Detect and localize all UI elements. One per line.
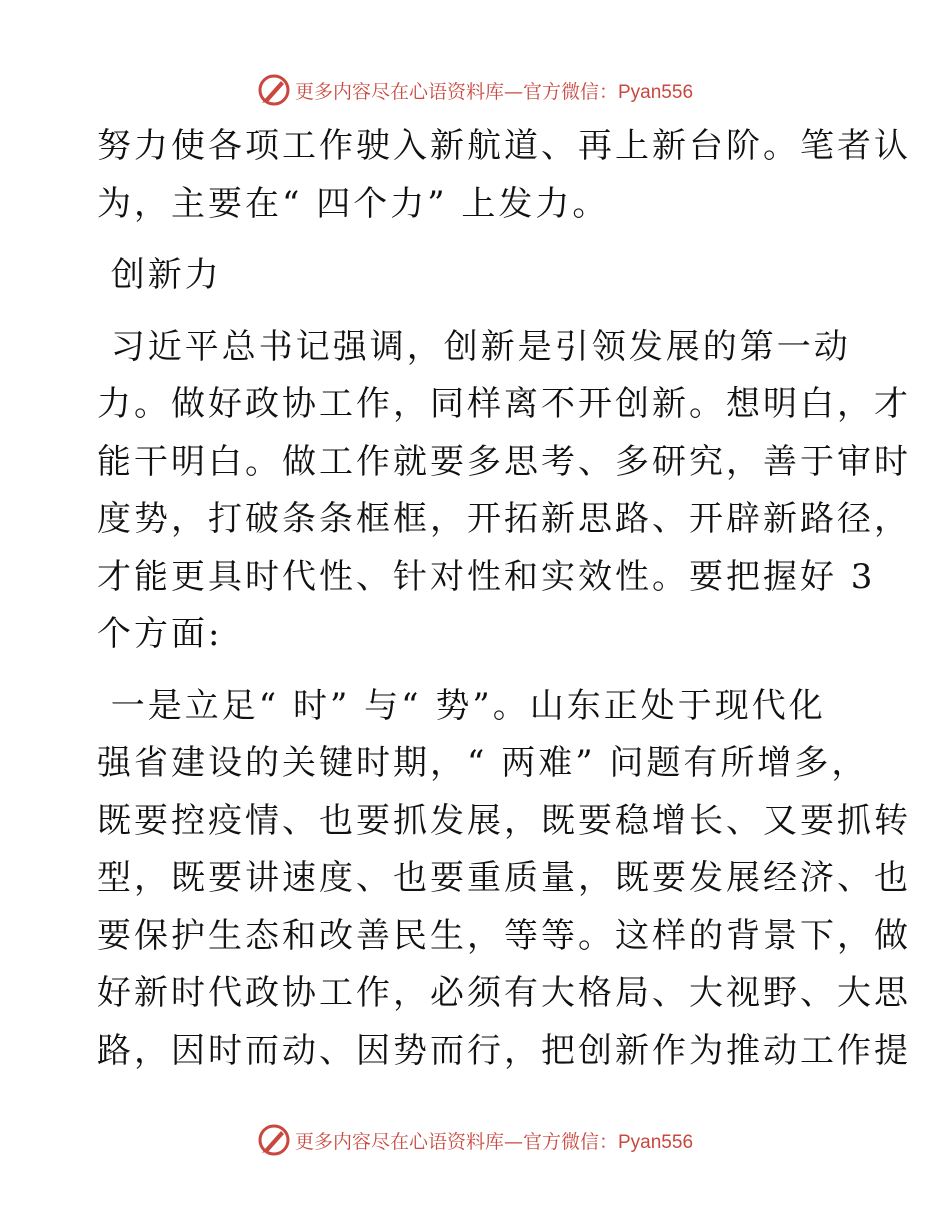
paragraph-time-trend	[97, 678, 911, 1081]
pen-logo-icon	[257, 1123, 291, 1157]
document-body	[97, 118, 911, 1080]
text-line: 能干明白。做工作就要多思考、多研究，善于审时	[97, 441, 911, 482]
text-line: 一是立足“ 时” 与“ 势”。山东正处于现代化	[97, 685, 826, 726]
text-line: 为，主要在“ 四个力” 上发力。	[97, 183, 610, 224]
text-line: 努力使各项工作驶入新航道、再上新台阶。笔者认	[97, 126, 911, 166]
pen-logo-icon	[257, 73, 291, 107]
text-line: 好新时代政协工作，必须有大格局、大视野、大思	[97, 973, 911, 1013]
text-line: 才能更具时代性、针对性和实效性。要把握好 3	[97, 556, 876, 597]
paragraph-innovation	[97, 319, 911, 664]
watermark-text: 更多内容尽在心语资料库—官方微信：Pyan556	[294, 80, 694, 103]
footer-watermark	[0, 1120, 950, 1160]
paragraph-intro	[97, 118, 911, 233]
section-heading-innovation	[97, 247, 857, 305]
text-line: 度势，打破条条框框，开拓新思路、开辟新路径，	[97, 499, 911, 539]
text-line: 强省建设的关键时期，“ 两难” 问题有所增多，	[97, 743, 869, 783]
text-line: 型，既要讲速度、也要重质量，既要发展经济、也	[97, 858, 911, 898]
header-watermark	[0, 70, 950, 110]
watermark-text: 更多内容尽在心语资料库—官方微信：Pyan556	[294, 1130, 694, 1153]
text-line: 要保护生态和改善民生，等等。这样的背景下，做	[97, 915, 911, 956]
text-line: 力。做好政协工作，同样离不开创新。想明白，才	[97, 384, 911, 424]
text-line: 个方面:	[97, 614, 223, 654]
heading-line: 创新力	[97, 255, 222, 295]
text-line: 既要控疫情、也要抓发展，既要稳增长、又要抓转	[97, 800, 911, 841]
text-line: 路，因时而动、因势而行，把创新作为推动工作提	[97, 1030, 911, 1071]
text-line: 习近平总书记强调，创新是引领发展的第一动	[97, 326, 851, 367]
